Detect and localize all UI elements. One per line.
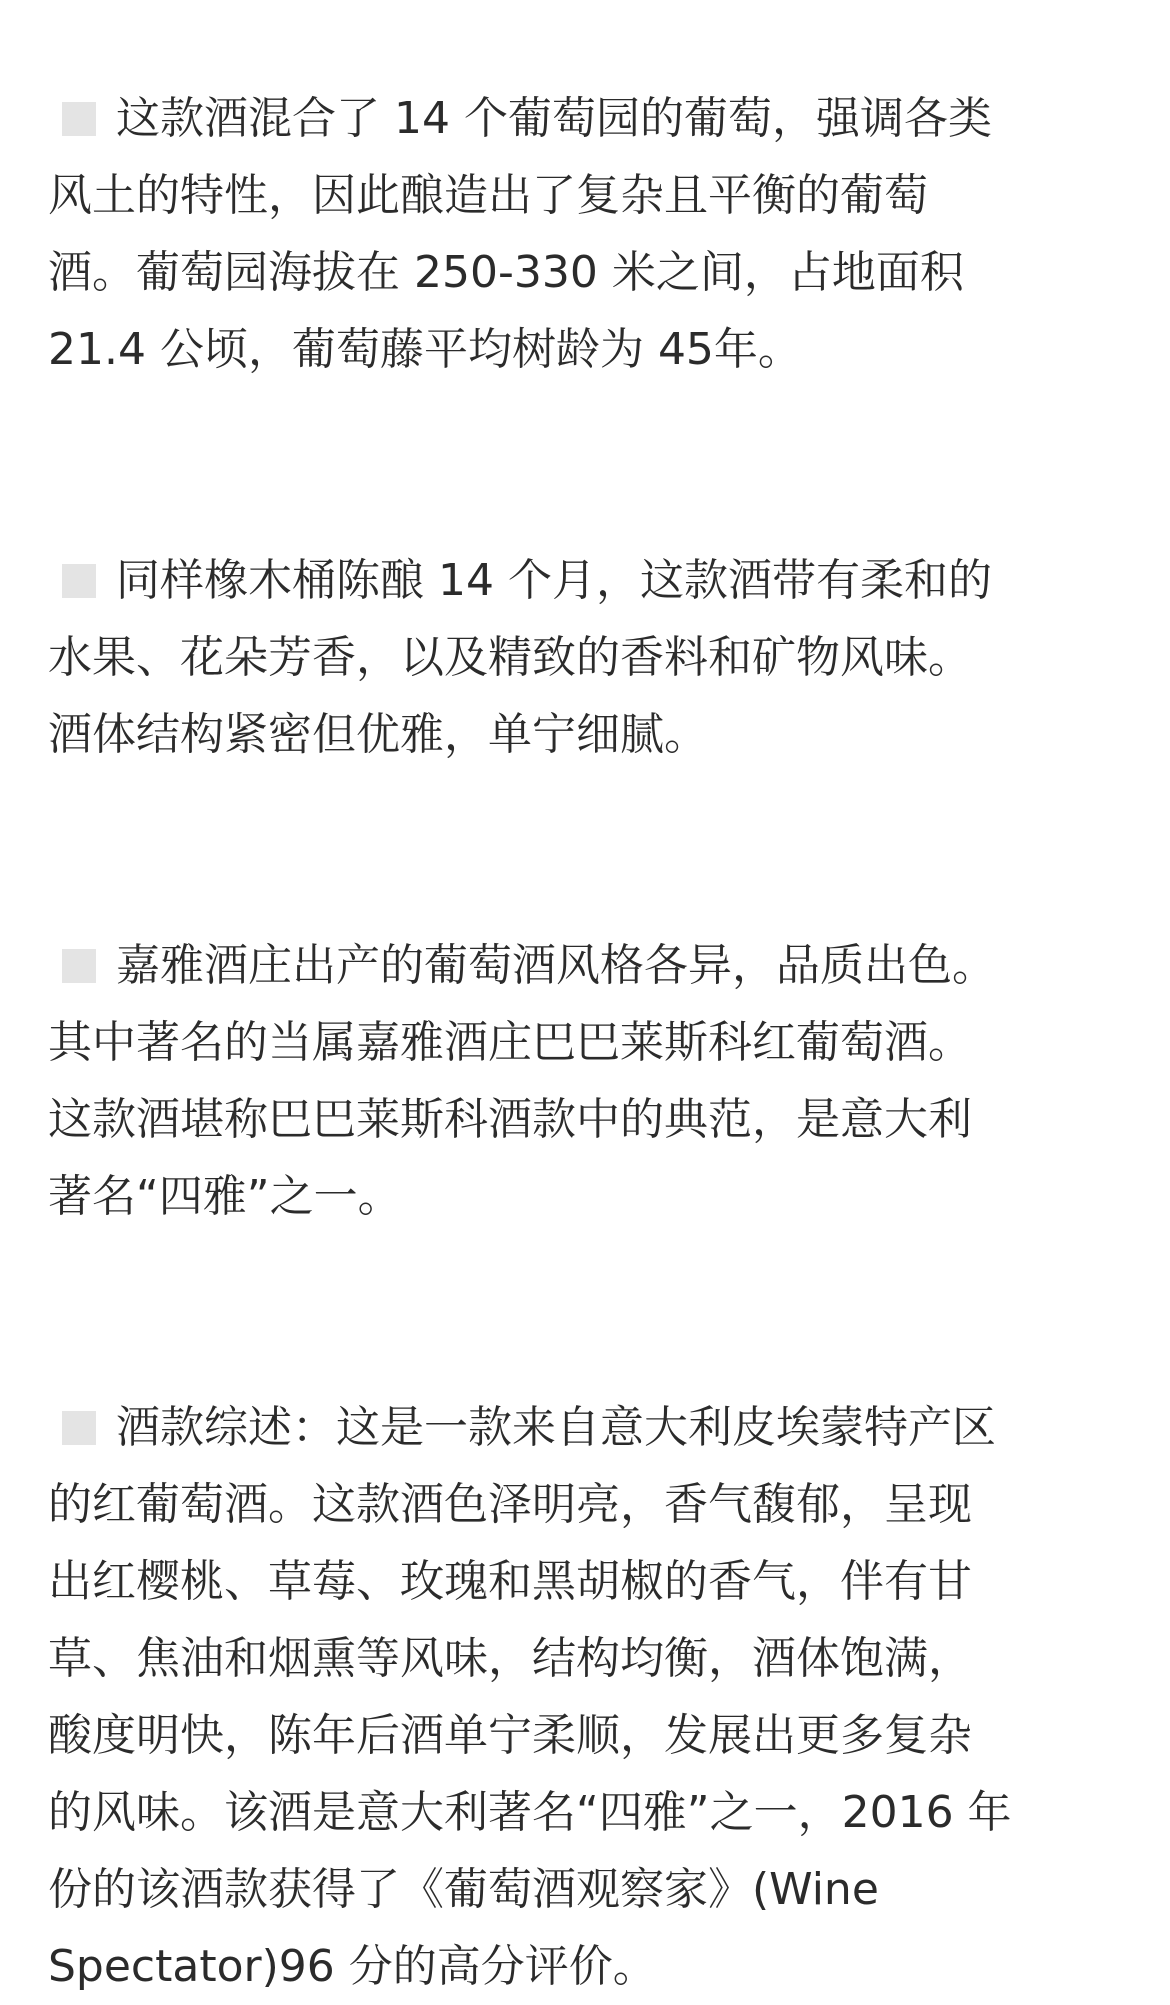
paragraph-line: 其中著名的当属嘉雅酒庄巴巴莱斯科红葡萄酒。 — [48, 1017, 972, 1068]
paragraph-line: 草、焦油和烟熏等风味，结构均衡，酒体饱满， — [48, 1633, 972, 1684]
paragraph-line: 的红葡萄酒。这款酒色泽明亮，香气馥郁，呈现 — [48, 1479, 972, 1530]
paragraph-line: 嘉雅酒庄出产的葡萄酒风格各异，品质出色。 — [116, 940, 996, 991]
paragraph-line: 酒。葡萄园海拔在 250-330 米之间，占地面积 — [48, 247, 964, 298]
paragraph-line: 份的该酒款获得了《葡萄酒观察家》(Wine — [48, 1864, 879, 1915]
paragraph-line: 这款酒堪称巴巴莱斯科酒款中的典范，是意大利 — [48, 1094, 972, 1145]
paragraph-summary — [48, 1389, 1098, 2005]
paragraph-line: 出红樱桃、草莓、玫瑰和黑胡椒的香气，伴有甘 — [48, 1556, 972, 1607]
paragraph-aging — [48, 542, 1098, 773]
paragraph-line: 这款酒混合了 14 个葡萄园的葡萄，强调各类 — [116, 93, 992, 144]
paragraph-line: 同样橡木桶陈酿 14 个月，这款酒带有柔和的 — [116, 555, 992, 606]
paragraph-estate — [48, 927, 1098, 1235]
paragraph-vineyards — [48, 80, 1098, 388]
square-bullet-icon — [62, 102, 96, 136]
square-bullet-icon — [62, 1411, 96, 1445]
square-bullet-icon — [62, 949, 96, 983]
paragraph-line: 酒款综述：这是一款来自意大利皮埃蒙特产区 — [116, 1402, 996, 1453]
paragraph-line: 著名“四雅”之一。 — [48, 1171, 402, 1222]
paragraph-line: 酸度明快，陈年后酒单宁柔顺，发展出更多复杂 — [48, 1710, 972, 1761]
paragraph-line: 风土的特性，因此酿造出了复杂且平衡的葡萄 — [48, 170, 928, 221]
square-bullet-icon — [62, 564, 96, 598]
paragraph-line: 水果、花朵芳香，以及精致的香料和矿物风味。 — [48, 632, 972, 683]
paragraph-line: Spectator)96 分的高分评价。 — [48, 1941, 657, 1992]
article-body — [48, 80, 1098, 2005]
paragraph-line: 的风味。该酒是意大利著名“四雅”之一，2016 年 — [48, 1787, 1012, 1838]
paragraph-line: 21.4 公顷，葡萄藤平均树龄为 45年。 — [48, 324, 802, 375]
paragraph-line: 酒体结构紧密但优雅，单宁细腻。 — [48, 709, 708, 760]
